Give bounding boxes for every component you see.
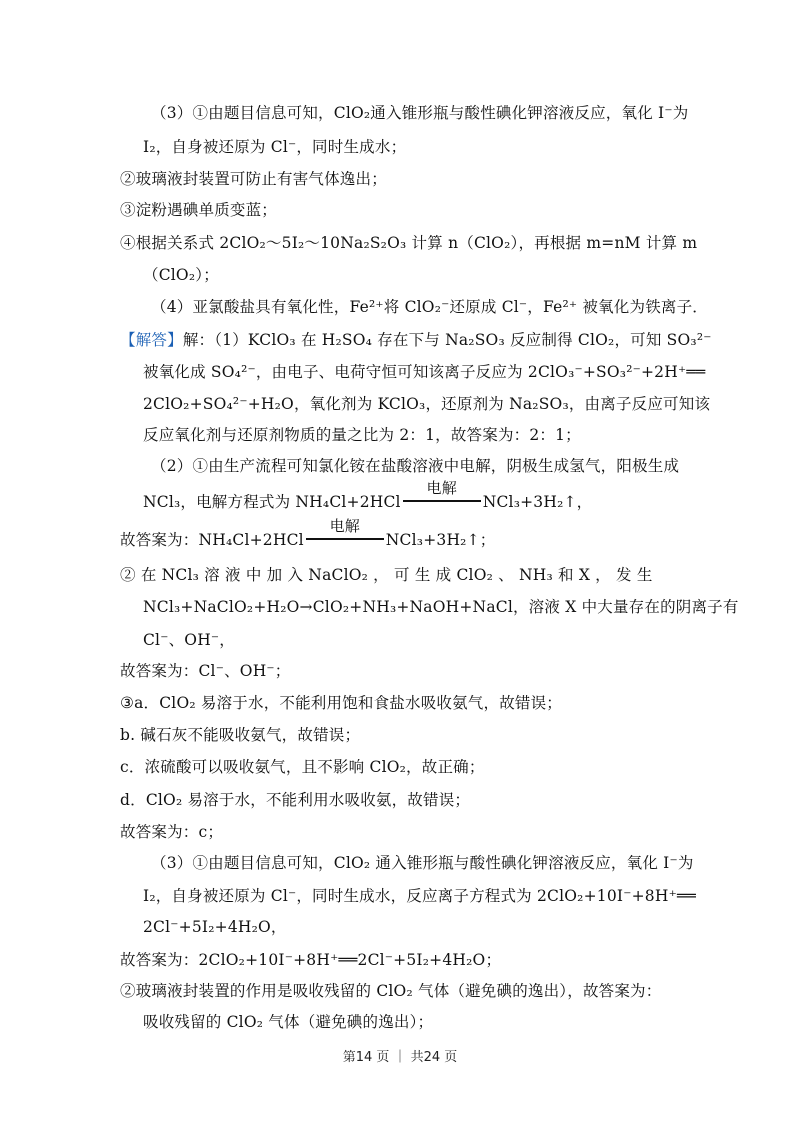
- arrow-label: 电解: [426, 479, 457, 497]
- text-line: ② 在 NCl₃ 溶 液 中 加 入 NaClO₂ ， 可 生 成 ClO₂ 、 NH₃ 和 X ， 发 生: [120, 566, 653, 584]
- electrolysis-arrow: [306, 517, 384, 547]
- electrolysis-arrow: [403, 479, 481, 509]
- answer-text: 解：（1）KClO₃ 在 H₂SO₄ 存在下与 Na₂SO₃ 反应制得 ClO₂，可知 SO₃²⁻: [182, 331, 712, 349]
- answer-line: [120, 329, 712, 351]
- text-line: I₂，自身被还原为 Cl⁻，同时生成水，反应离子方程式为 2ClO₂+10I⁻+8H⁺══: [143, 887, 697, 905]
- text-line: NCl₃+NaClO₂+H₂O→ClO₂+NH₃+NaOH+NaCl，溶液 X 中大量存在的阴离子有: [143, 598, 739, 616]
- arrow-label: 电解: [329, 517, 360, 535]
- arrow-bar: [306, 538, 384, 540]
- text-line: 2ClO₂+SO₄²⁻+H₂O，氧化剂为 KClO₃，还原剂为 Na₂SO₃，由离子反应可知该: [143, 395, 711, 413]
- text-line: b. 碱石灰不能吸收氨气，故错误；: [120, 726, 361, 744]
- text-line: 被氧化成 SO₄²⁻，由电子、电荷守恒可知该离子反应为 2ClO₃⁻+SO₃²⁻+2H⁺══: [143, 363, 706, 381]
- equation-right: NCl₃+3H₂↑；: [385, 531, 496, 549]
- text-line: 吸收残留的 ClO₂ 气体（避免碘的逸出）；: [143, 1013, 434, 1031]
- text-line: 反应氧化剂与还原剂物质的量之比为 2：1，故答案为：2：1；: [143, 426, 581, 444]
- text-line: Cl⁻、OH⁻，: [143, 631, 236, 649]
- page-footer: 第14 页 ｜ 共24 页: [342, 1050, 458, 1065]
- text-line: c．浓硫酸可以吸收氨气，且不影响 ClO₂，故正确；: [120, 758, 485, 776]
- text-line: ②玻璃液封装置的作用是吸收残留的 ClO₂ 气体（避免碘的逸出），故答案为：: [120, 982, 662, 1000]
- text-line: I₂，自身被还原为 Cl⁻，同时生成水；: [143, 138, 407, 156]
- equation-line: [120, 517, 496, 551]
- text-line: 故答案为：2ClO₂+10I⁻+8H⁺══2Cl⁻+5I₂+4H₂O；: [120, 951, 502, 969]
- text-line: （2）①由生产流程可知氯化铵在盐酸溶液中电解，阴极生成氢气，阳极生成: [151, 457, 680, 475]
- text-line: （3）①由题目信息可知，ClO₂ 通入锥形瓶与酸性碘化钾溶液反应，氧化 I⁻为: [151, 854, 694, 872]
- text-line: 故答案为：Cl⁻、OH⁻；: [120, 662, 291, 680]
- text-line: ③淀粉遇碘单质变蓝；: [120, 201, 278, 219]
- text-line: d．ClO₂ 易溶于水，不能利用水吸收氨，故错误；: [120, 791, 471, 809]
- text-line: （ClO₂）；: [143, 266, 219, 284]
- text-line: 故答案为：c；: [120, 823, 224, 841]
- answer-label: 【解答】: [120, 331, 183, 349]
- arrow-bar: [403, 500, 481, 502]
- text-line: ②玻璃液封装置可防止有害气体逸出；: [120, 170, 387, 188]
- equation-right: NCl₃+3H₂↑，: [482, 493, 593, 511]
- equation-left: NCl₃，电解方程式为 NH₄Cl+2HCl: [143, 493, 401, 511]
- text-line: ③a．ClO₂ 易溶于水，不能利用饱和食盐水吸收氨气，故错误；: [120, 694, 563, 712]
- text-line: （3）①由题目信息可知，ClO₂通入锥形瓶与酸性碘化钾溶液反应，氧化 I⁻为: [151, 104, 689, 122]
- text-line: （4）亚氯酸盐具有氧化性，Fe²⁺将 ClO₂⁻还原成 Cl⁻，Fe²⁺ 被氧化为铁离子．: [151, 298, 709, 316]
- equation-left: 故答案为：NH₄Cl+2HCl: [120, 531, 304, 549]
- text-line: ④根据关系式 2ClO₂～5I₂～10Na₂S₂O₃ 计算 n（ClO₂），再根据 m=nM 计算 m: [120, 234, 698, 252]
- equation-line: [143, 479, 593, 513]
- text-line: 2Cl⁻+5I₂+4H₂O，: [143, 918, 287, 936]
